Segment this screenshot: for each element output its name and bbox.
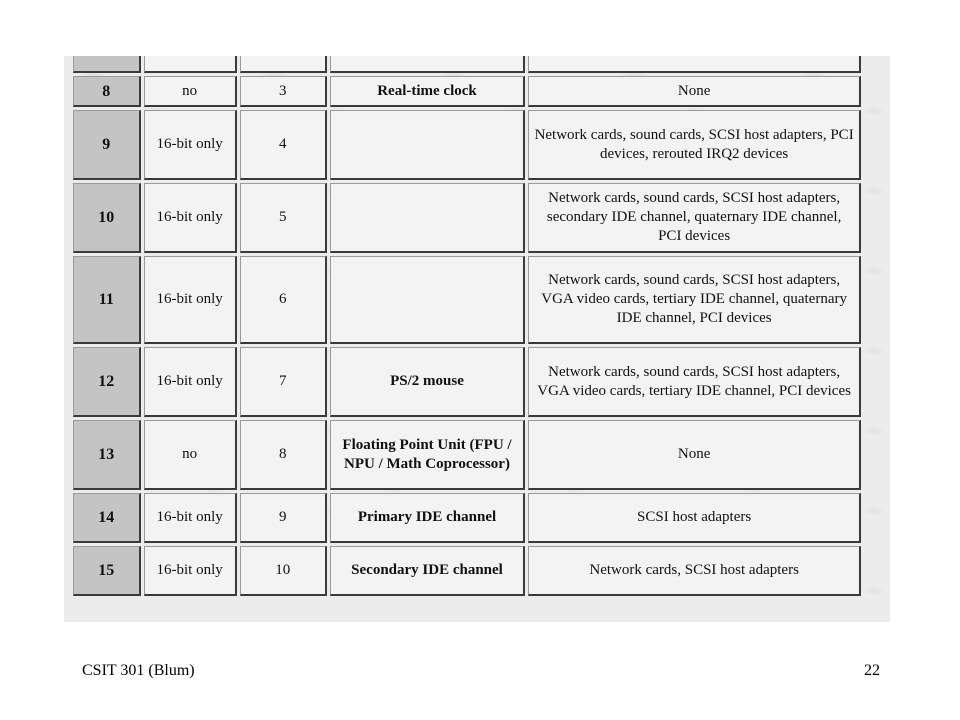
usage-cell: Primary IDE channel [330, 493, 526, 543]
table-row [73, 183, 861, 253]
priority-cell: 9 [240, 493, 327, 543]
table-row [73, 110, 861, 180]
priority-cell: 3 [240, 76, 327, 107]
table-row [73, 76, 861, 107]
priority-cell: 6 [240, 256, 327, 344]
usage-cell: Floating Point Unit (FPU / NPU / Math Coprocessor) [330, 420, 526, 490]
course-label: CSIT 301 (Blum) [82, 662, 195, 679]
irq-number-cell: 15 [73, 546, 141, 596]
irq-number-cell: 12 [73, 347, 141, 417]
irq-number-cell: 11 [73, 256, 141, 344]
table-row [73, 347, 861, 417]
bus-cell: 16-bit only [144, 256, 237, 344]
irq-table-image [64, 56, 890, 622]
table-row [73, 256, 861, 344]
devices-cell: Network cards, sound cards, SCSI host adapters, PCI devices, rerouted IRQ2 devices [528, 110, 861, 180]
priority-cell: 4 [240, 110, 327, 180]
priority-cell [240, 56, 327, 73]
devices-cell: Network cards, sound cards, SCSI host adapters, VGA video cards, tertiary IDE channel, PCI devices [528, 347, 861, 417]
devices-cell: Network cards, SCSI host adapters [528, 546, 861, 596]
devices-cell: Network cards, sound cards, SCSI host adapters, VGA video cards, tertiary IDE channel, quaternary IDE channel, PCI devices [528, 256, 861, 344]
irq-number-cell: 14 [73, 493, 141, 543]
table-row [73, 420, 861, 490]
bus-cell: no [144, 76, 237, 107]
table-row [73, 56, 861, 73]
irq-number-cell [73, 56, 141, 73]
usage-cell [330, 183, 526, 253]
usage-cell: PS/2 mouse [330, 347, 526, 417]
usage-cell [330, 256, 526, 344]
irq-number-cell: 8 [73, 76, 141, 107]
devices-cell: SCSI host adapters [528, 493, 861, 543]
bus-cell: no [144, 420, 237, 490]
usage-cell [330, 110, 526, 180]
table-row [73, 546, 861, 596]
irq-number-cell: 9 [73, 110, 141, 180]
devices-cell: Network cards, sound cards, SCSI host adapters, secondary IDE channel, quaternary IDE channel, PCI devices [528, 183, 861, 253]
bus-cell: 16-bit only [144, 546, 237, 596]
slide-number: 22 [864, 662, 880, 679]
irq-number-cell: 10 [73, 183, 141, 253]
irq-number-cell: 13 [73, 420, 141, 490]
bus-cell: 16-bit only [144, 110, 237, 180]
bus-cell: 16-bit only [144, 493, 237, 543]
bus-cell: 16-bit only [144, 183, 237, 253]
bus-cell [144, 56, 237, 73]
priority-cell: 10 [240, 546, 327, 596]
bus-cell: 16-bit only [144, 347, 237, 417]
devices-cell: None [528, 76, 861, 107]
priority-cell: 5 [240, 183, 327, 253]
irq-table [70, 56, 864, 599]
priority-cell: 8 [240, 420, 327, 490]
usage-cell [330, 56, 526, 73]
usage-cell: Secondary IDE channel [330, 546, 526, 596]
devices-cell: None [528, 420, 861, 490]
usage-cell: Real-time clock [330, 76, 526, 107]
table-row [73, 493, 861, 543]
priority-cell: 7 [240, 347, 327, 417]
devices-cell [528, 56, 861, 73]
